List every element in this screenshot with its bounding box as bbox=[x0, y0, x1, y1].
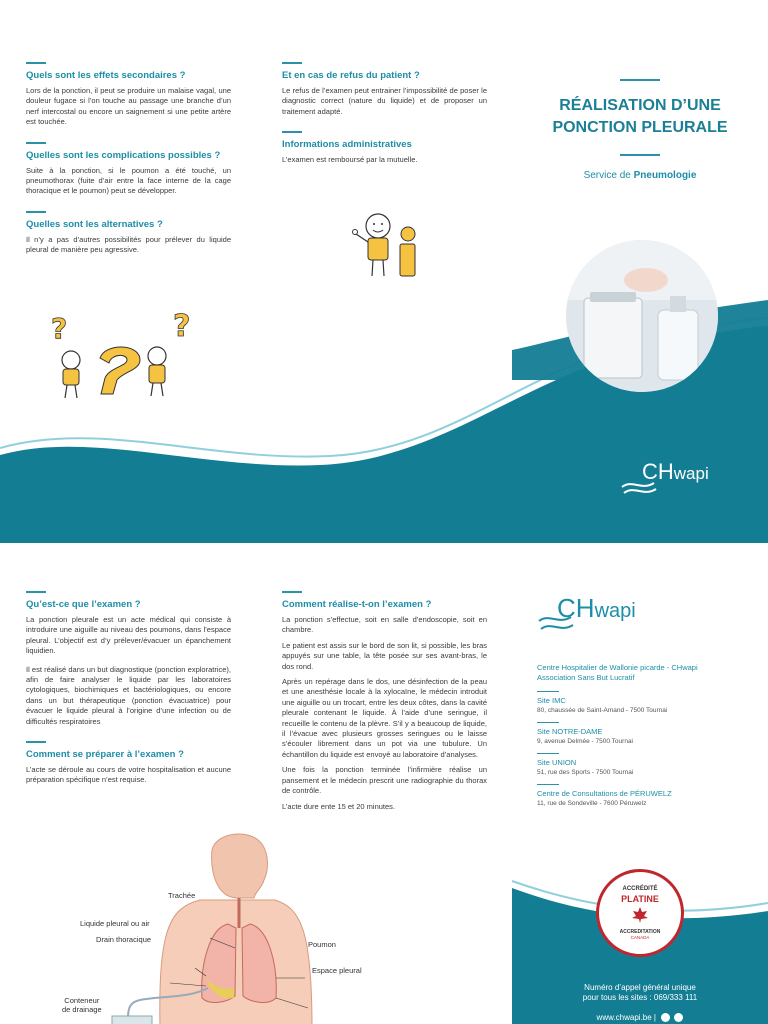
site-address: 11, rue de Sondeville - 7600 Péruwelz bbox=[537, 800, 647, 807]
badge-platine: PLATINE bbox=[621, 894, 659, 904]
site-address: 51, rue des Sports - 7500 Tournai bbox=[537, 769, 634, 776]
section-paragraph: La ponction pleurale est un acte médical qui consiste à introduire une aiguille au niveau des poumons, dans l’espace pleural. L’objectif est d’y prélever/évacuer un épanchement liquidien. bbox=[26, 615, 231, 656]
top-left-column bbox=[26, 62, 231, 270]
site-entry bbox=[537, 753, 752, 777]
label-chest-drain: Drain thoracique bbox=[96, 935, 152, 944]
section-body: Le refus de l’examen peut entrainer l’impossibilité de poser le diagnostic correct (nature du liquide) et de proposer un traitement adapté. bbox=[282, 86, 487, 116]
section-body: Suite à la ponction, si le poumon a été touché, un pneumothorax (fuite d’air entre la face interne de la cage thoracique et le poumon) peut se développer. bbox=[26, 165, 231, 196]
contact-info bbox=[537, 663, 752, 815]
badge-top-text: ACCRÉDITÉ bbox=[622, 886, 658, 892]
section-dash bbox=[26, 62, 46, 64]
section-body: L’examen est remboursé par la mutuelle. bbox=[282, 155, 418, 165]
label-container-line-2: de drainage bbox=[62, 1005, 102, 1014]
section-admin-info bbox=[282, 131, 487, 165]
title-line-1: RÉALISATION D’UNE bbox=[559, 97, 721, 114]
label-container-line-1: Conteneur bbox=[64, 996, 100, 1005]
section-side-effects bbox=[26, 62, 231, 128]
bottom-left-column bbox=[26, 591, 231, 800]
section-complications bbox=[26, 142, 231, 197]
section-dash bbox=[26, 741, 46, 743]
label-pleural-space: Espace pleural bbox=[312, 966, 362, 975]
chwapi-logo-contact bbox=[537, 591, 677, 641]
badge-bottom-text: ACCREDITATION bbox=[619, 929, 661, 935]
section-paragraph: La ponction s’effectue, soit en salle d’endoscopie, soit en chambre. bbox=[282, 615, 487, 635]
section-dash bbox=[282, 131, 302, 133]
website-row bbox=[530, 1013, 750, 1023]
site-entry bbox=[537, 722, 752, 746]
subtitle-service: Pneumologie bbox=[633, 170, 697, 181]
section-heading: Et en cas de refus du patient ? bbox=[282, 70, 420, 81]
org-name: Centre Hospitalier de Wallonie picarde - CHwapi bbox=[537, 663, 698, 672]
label-pleural-fluid: Liquide pleural ou air bbox=[80, 919, 150, 928]
section-heading: Qu’est-ce que l’examen ? bbox=[26, 599, 141, 610]
site-name: Site NOTRE-DAME bbox=[537, 727, 603, 736]
section-paragraph: Le patient est assis sur le bord de son lit, si possible, les bras appuyés sur une table, la tête posée sur ses avant-bras, le dos rond. bbox=[282, 640, 487, 671]
section-heading: Quelles sont les complications possibles ? bbox=[26, 149, 221, 161]
site-address: 80, chaussée de Saint-Amand - 7500 Tournai bbox=[537, 707, 668, 714]
photo-placeholder bbox=[566, 240, 718, 392]
logo-ch: CH bbox=[557, 593, 595, 623]
info-figure-illustration bbox=[348, 208, 428, 283]
site-dash bbox=[537, 753, 559, 754]
logo-text bbox=[557, 593, 636, 624]
website-link[interactable]: www.chwapi.be | bbox=[596, 1013, 656, 1022]
title-dash-bottom bbox=[620, 154, 660, 156]
brochure-title bbox=[530, 95, 750, 139]
section-refusal bbox=[282, 62, 487, 117]
site-entry bbox=[537, 691, 752, 715]
svg-text:?: ? bbox=[51, 312, 68, 345]
phone-line-1: Numéro d’appel général unique bbox=[584, 983, 696, 992]
site-entry bbox=[537, 784, 752, 808]
site-dash bbox=[537, 722, 559, 723]
accreditation-badge bbox=[596, 869, 684, 957]
site-name: Site UNION bbox=[537, 758, 577, 767]
section-body: Lors de la ponction, il peut se produire un malaise vagal, une douleur fugace si l’on touche au passage une branche d’un nerf intercostal ou encore un saignement si une petite artère est touchée. bbox=[26, 86, 231, 127]
section-alternatives bbox=[26, 211, 231, 256]
section-heading: Quels sont les effets secondaires ? bbox=[26, 70, 186, 81]
service-subtitle bbox=[530, 170, 750, 181]
site-name: Centre de Consultations de PÉRUWELZ bbox=[537, 789, 672, 798]
section-how-performed bbox=[282, 591, 487, 812]
facebook-icon[interactable] bbox=[661, 1013, 670, 1022]
svg-text:?: ? bbox=[173, 309, 191, 344]
section-paragraph: Une fois la ponction terminée l’infirmière réalise un pansement et le médecin prescrit une radiographie du thorax de contrôle. bbox=[282, 765, 487, 796]
section-paragraph: Il est réalisé dans un but diagnostique (ponction exploratrice), afin de faire analyser le liquide par les laboratoires cytologiques, biochimiques et bactériologiques, ou encore dans un but thérapeutique (ponction évacuatrice) pour évacuer le liquide pleural à l’origine d’une infection ou de difficultés respiratoires bbox=[26, 664, 231, 726]
section-heading: Quelles sont les alternatives ? bbox=[26, 218, 163, 230]
section-heading: Comment réalise-t-on l’examen ? bbox=[282, 599, 432, 610]
logo-wapi: wapi bbox=[594, 600, 636, 622]
brochure-inner-page bbox=[0, 543, 768, 1024]
org-status: Association Sans But Lucratif bbox=[537, 673, 635, 682]
section-dash bbox=[282, 62, 302, 64]
top-middle-column bbox=[282, 62, 487, 180]
label-trachea: Trachée bbox=[168, 891, 196, 900]
chwapi-logo bbox=[620, 455, 740, 505]
question-mark-figures-illustration bbox=[45, 308, 195, 408]
site-address: 9, avenue Delmée - 7500 Tournai bbox=[537, 738, 633, 745]
section-body: Il n’y a pas d’autres possibilités pour prélever du liquide pleural de manière peu agressive. bbox=[26, 234, 231, 255]
logo-text bbox=[642, 459, 709, 485]
title-dash-top bbox=[620, 79, 660, 81]
phone-line-2: pour tous les sites : 069/333 111 bbox=[582, 993, 698, 1002]
section-paragraph: L’acte se déroule au cours de votre hospitalisation et aucune préparation spécifique n’est requise. bbox=[26, 765, 231, 785]
label-lung: Poumon bbox=[308, 940, 336, 949]
title-line-2: PONCTION PLEURALE bbox=[552, 119, 728, 136]
section-what-is-exam bbox=[26, 591, 231, 727]
bottom-middle-column bbox=[282, 591, 487, 826]
badge-canada: CANADA bbox=[630, 935, 650, 940]
site-dash bbox=[537, 691, 559, 692]
section-dash bbox=[26, 591, 46, 593]
section-heading: Comment se préparer à l’examen ? bbox=[26, 749, 184, 761]
section-dash bbox=[282, 591, 302, 593]
section-paragraph: L’acte dure ente 15 et 20 minutes. bbox=[282, 801, 395, 811]
logo-wapi: wapi bbox=[673, 464, 709, 483]
section-dash bbox=[26, 211, 46, 213]
section-preparation bbox=[26, 741, 231, 786]
section-dash bbox=[26, 142, 46, 144]
maple-leaf-icon bbox=[630, 906, 650, 924]
subtitle-prefix: Service de bbox=[583, 170, 634, 181]
site-name: Site IMC bbox=[537, 696, 566, 705]
phone-info bbox=[530, 983, 750, 1003]
label-container bbox=[62, 996, 102, 1014]
site-dash bbox=[537, 784, 559, 785]
section-heading: Informations administratives bbox=[282, 139, 412, 151]
social-icon[interactable] bbox=[674, 1013, 683, 1022]
logo-ch: CH bbox=[642, 459, 674, 484]
medical-equipment-photo bbox=[566, 240, 718, 392]
section-paragraph: Après un repérage dans le dos, une désinfection de la peau et une anesthésie locale à la xylocaïne, le médecin introduit une aiguille ou un trocart, entre les deux côtes, dans la cavité pleurale contenant le liquide. À l’aide d’une seringue, il recueille le contenu de la plèvre. S’il y a beaucoup de liquide, il l’évacue avec plusieurs grosses seringues ou le laisse s’écouler librement dans un pot via une tubulure. Un échantillon du liquide est envoyé au laboratoire d’analyses. bbox=[282, 677, 487, 759]
